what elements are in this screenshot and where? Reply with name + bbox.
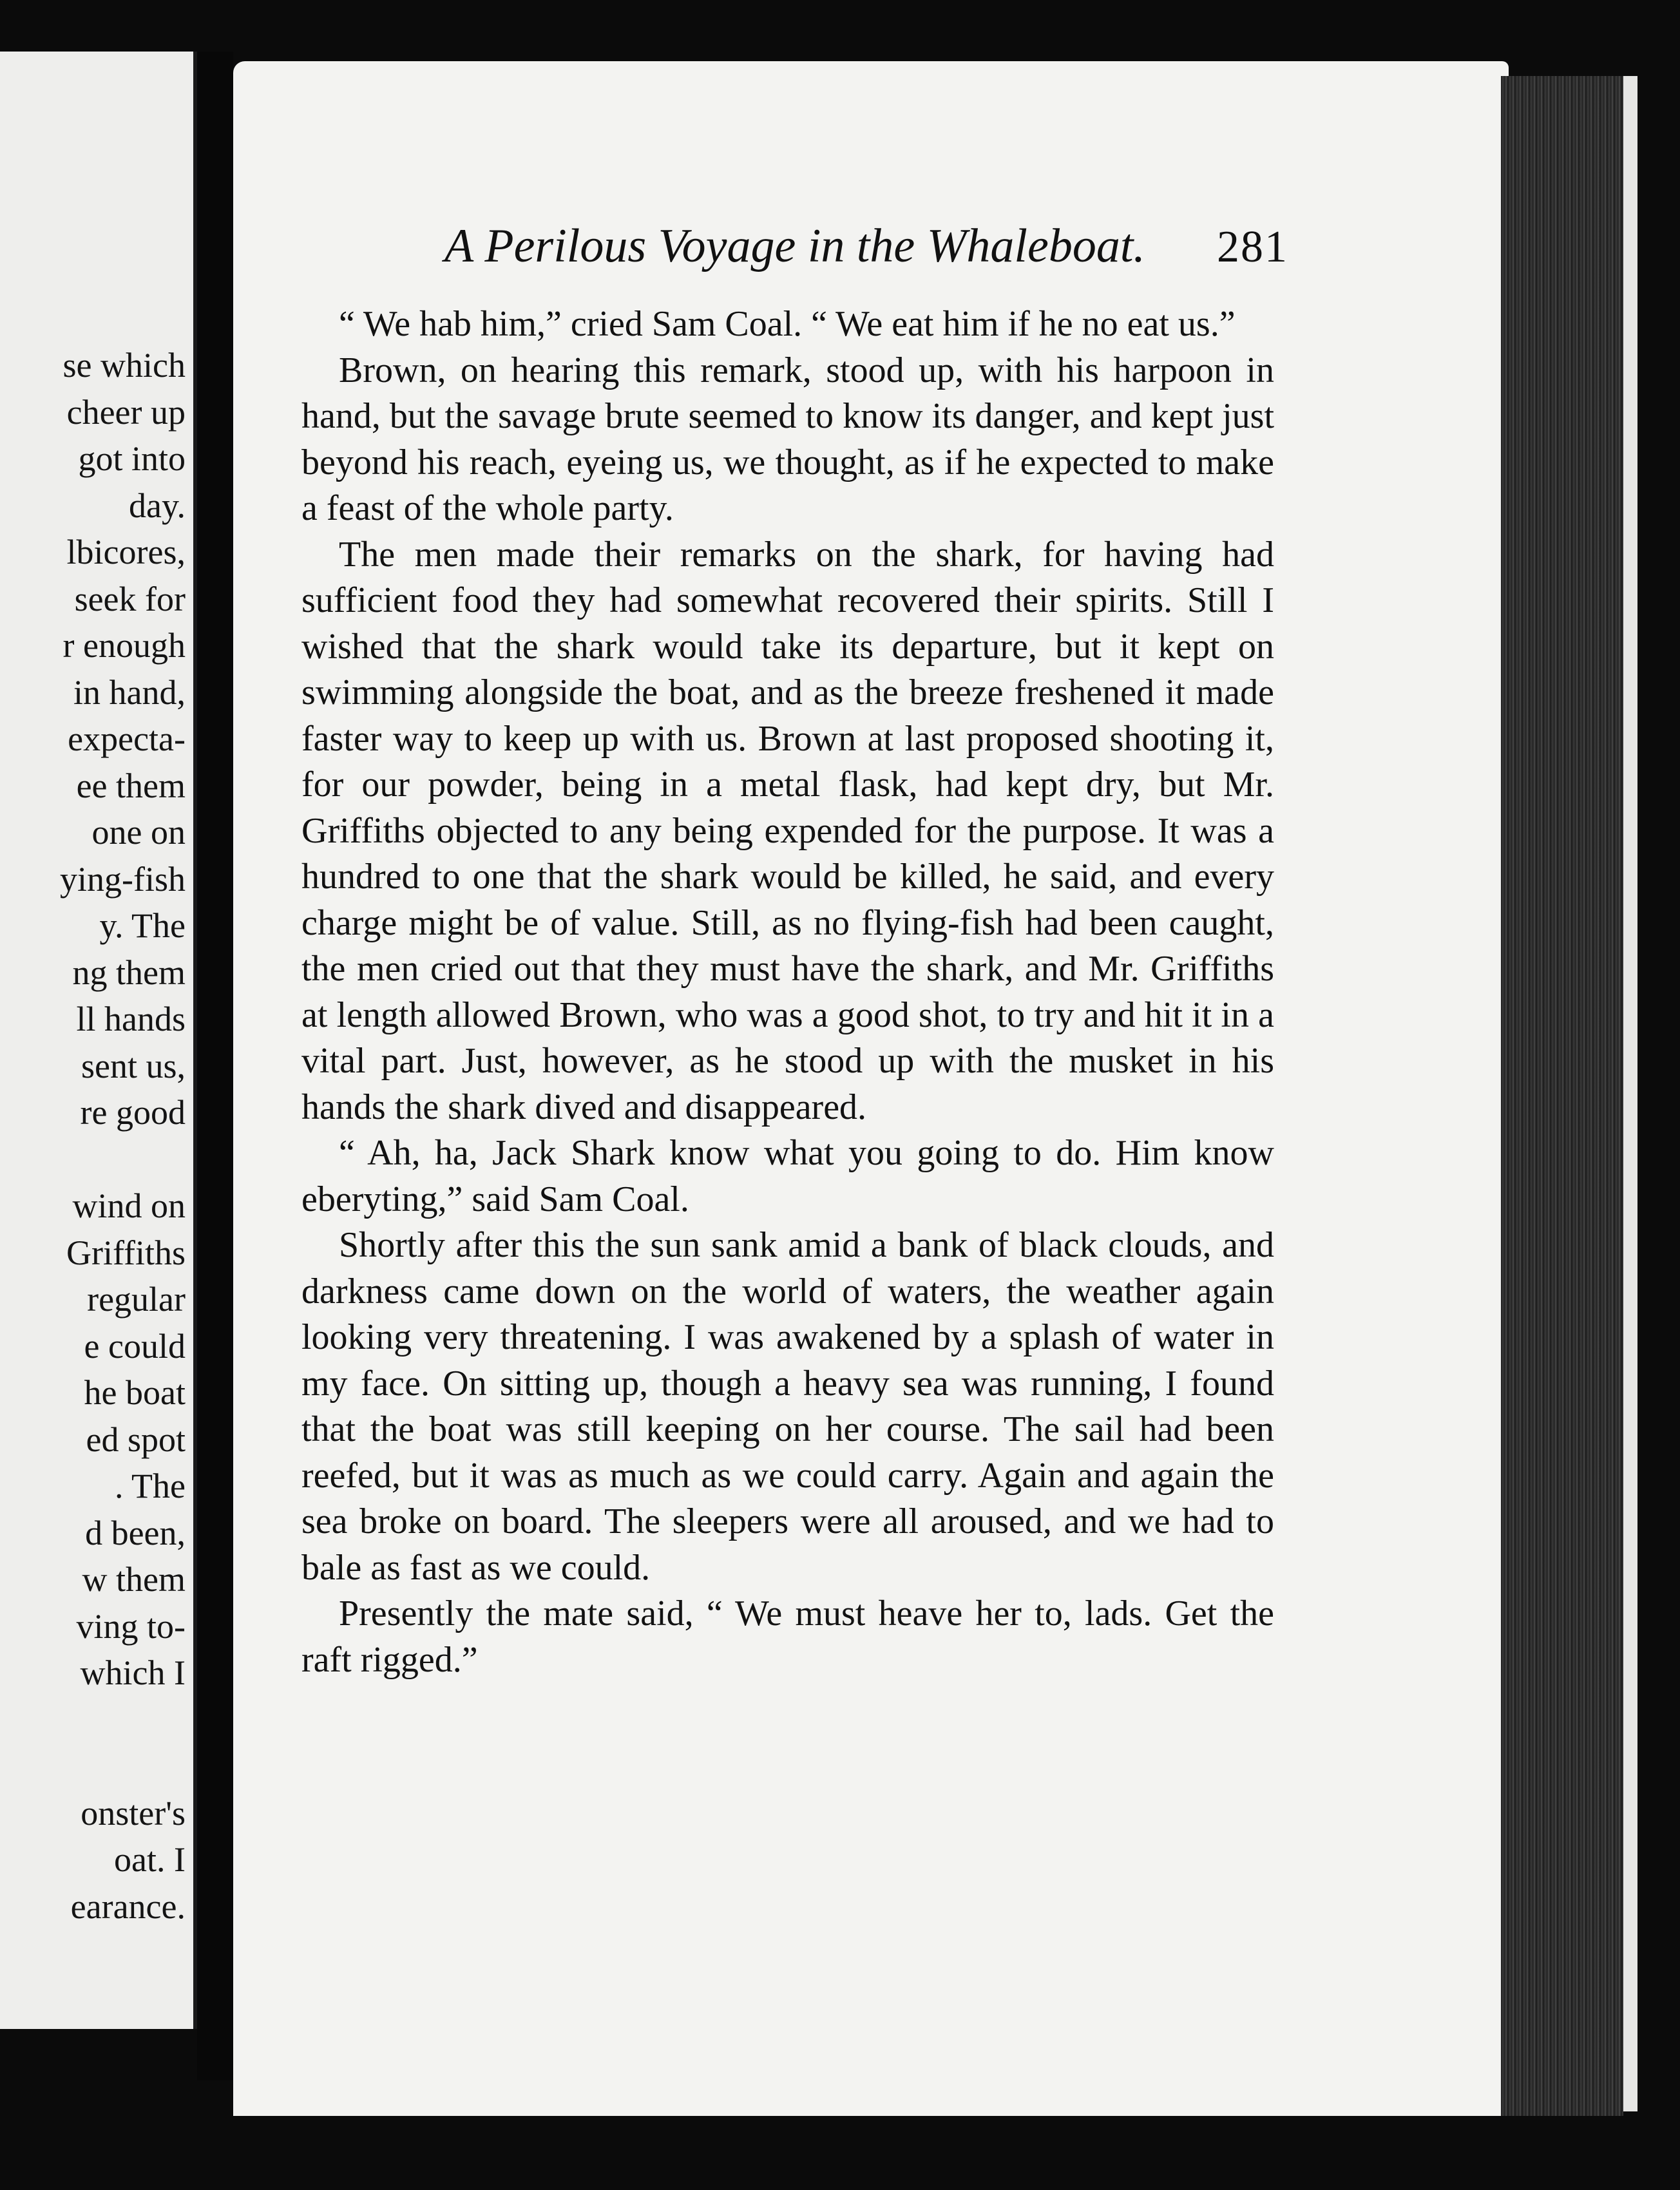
left-page-fragment: lbicores, xyxy=(66,533,186,571)
left-page-fragment: sent us, xyxy=(81,1046,186,1085)
paragraph: “ Ah, ha, Jack Shark know what you going to do. Him know eberyting,” said Sam Coal. xyxy=(301,1133,1274,1219)
left-page-fragment: d been, xyxy=(85,1513,186,1552)
left-page-fragment: cheer up xyxy=(66,392,186,432)
body-text xyxy=(301,301,1274,1683)
left-page-fragment: . The xyxy=(115,1467,186,1505)
left-page-fragment: y. The xyxy=(99,906,186,945)
running-title: A Perilous Voyage in the Whaleboat. xyxy=(444,220,1145,272)
left-page-fragment: Griffiths xyxy=(66,1233,186,1272)
left-page-fragment: regular xyxy=(87,1280,186,1319)
left-page-fragment: re good xyxy=(80,1093,186,1132)
left-page-fragment: which I xyxy=(80,1653,186,1692)
left-page-fragment: wind on xyxy=(72,1186,186,1225)
left-page-fragment: seek for xyxy=(74,579,186,618)
left-page-fragment: day. xyxy=(129,486,186,525)
left-page-fragment: he boat xyxy=(84,1373,186,1412)
paragraph: Presently the mate said, “ We must heave her to, lads. Get the raft rigged.” xyxy=(301,1594,1274,1680)
left-page-fragment: ying-fish xyxy=(60,859,186,899)
left-page-fragment: ee them xyxy=(76,766,186,805)
left-page-fragment: in hand, xyxy=(73,672,186,712)
paragraph: The men made their remarks on the shark, for having had sufficient food they had somewhat recovered their spirits. Still I wished that the shark would take its departure, but it kept on swimming alongside the boat, and as the breeze freshened it made faster way to keep up with us. Brown at last proposed shooting it, for our powder, being in a metal flask, had kept dry, but Mr. Griffiths objected to any being expended for the purpose. It was a hundred to one that the shark would be killed, he said, and every charge might be of value. Still, as no flying-fish had been caught, the men cried out that they must have the shark, and Mr. Griffiths at length allowed Brown, who was a good shot, to try and hit it in a vital part. Just, however, as he stood up with the musket in his hands the shark dived and disappeared. xyxy=(301,534,1274,1127)
left-page-fragment: expecta- xyxy=(68,719,186,758)
page-edges-outer xyxy=(1623,76,1637,2111)
left-page-fragment: se which xyxy=(62,346,186,385)
left-page-fragment: one on xyxy=(91,813,186,852)
left-page-fragment: oat. I xyxy=(114,1840,186,1879)
paragraph: Shortly after this the sun sank amid a bank of black clouds, and darkness came down on the world of waters, the weather again looking very threatening. I was awakened by a splash of water in my face. On sitting up, though a heavy sea was running, I found that the boat was still keeping on her course. The sail had been reefed, but it was as much as we could carry. Again and again the sea broke on board. The sleepers were all aroused, and we had to bale as fast as we could. xyxy=(301,1225,1274,1588)
left-page-fragment: e could xyxy=(84,1326,186,1366)
left-page-fragment: ed spot xyxy=(86,1420,186,1459)
left-page-fragment: onster's xyxy=(81,1793,186,1833)
left-page-fragment: r enough xyxy=(62,626,186,665)
left-page-fragment: earance. xyxy=(70,1887,186,1926)
left-page xyxy=(0,52,197,2029)
page-edges xyxy=(1501,76,1623,2118)
page-number: 281 xyxy=(1217,222,1288,272)
scan-background xyxy=(0,2116,1680,2190)
left-page-fragment: ng them xyxy=(72,953,186,992)
page-header xyxy=(444,219,1288,283)
paragraph: Brown, on hearing this remark, stood up, with his harpoon in hand, but the savage brute seemed to know its danger, and kept just beyond his reach, eyeing us, we thought, as if he expected to make a feast of the whole party. xyxy=(301,350,1274,528)
left-page-fragment: w them xyxy=(82,1560,186,1599)
left-page-fragment: ll hands xyxy=(76,1000,186,1038)
paragraph: “ We hab him,” cried Sam Coal. “ We eat him if he no eat us.” xyxy=(339,304,1236,344)
left-page-fragment: ving to- xyxy=(76,1606,186,1646)
book-gutter xyxy=(197,52,233,2080)
left-page-fragment: got into xyxy=(78,439,186,478)
